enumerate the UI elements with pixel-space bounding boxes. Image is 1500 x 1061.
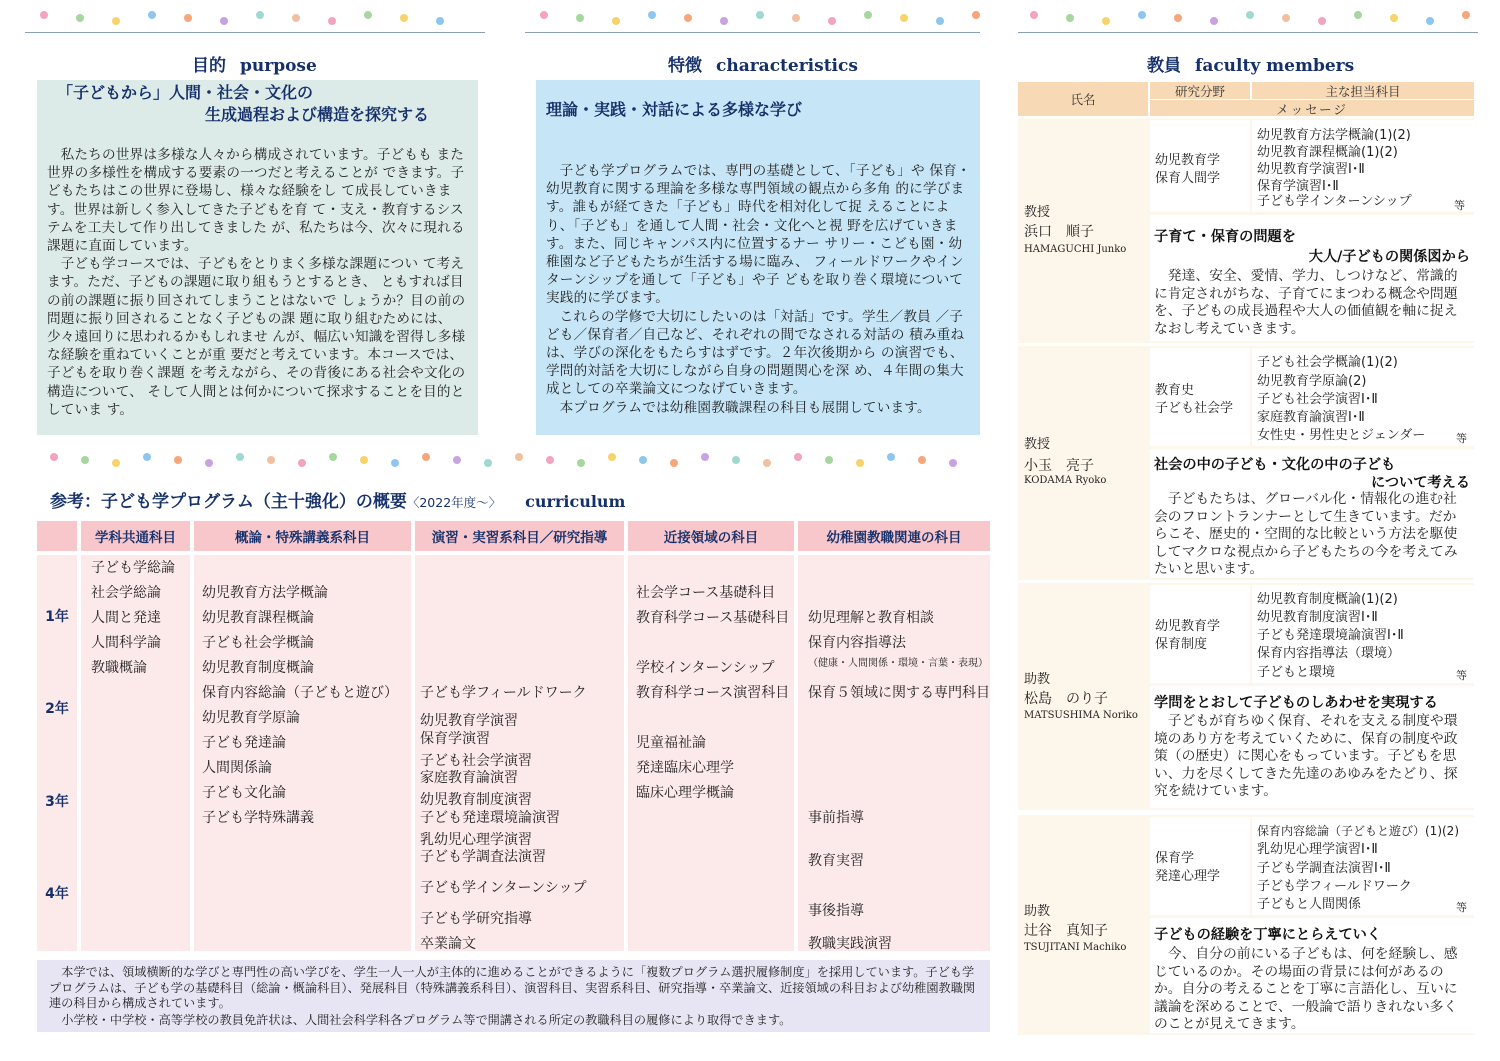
course-item: 幼児教育学原論 [202,710,300,726]
confetti-dot [608,453,616,461]
faculty-message-box [1150,918,1474,1033]
curriculum-title [50,487,625,512]
course-item: 人間と発達 [91,610,161,626]
curriculum-header-corner [37,521,77,551]
course-item: 事後指導 [808,903,864,919]
curriculum-header: 幼稚園教職関連の科目 [798,521,990,551]
faculty-subject: 子どもと人間関係 [1257,897,1362,912]
faculty-subject: 幼児教育課程概論(1)(2) [1257,145,1398,160]
faculty-subject: 保育内容指導法（環境） [1257,646,1401,661]
faculty-subject-box [1252,348,1474,446]
faculty-field: 保育人間学 [1155,171,1221,186]
year-label: 3年 [45,794,69,810]
faculty-field: 保育学 [1155,851,1195,866]
confetti-dot [143,453,151,461]
confetti-dot [292,14,300,22]
faculty-subject: 幼児教育制度演習Ⅰ･Ⅱ [1257,610,1378,625]
course-item: 保育学演習 [420,731,490,747]
faculty-header-field: 研究分野 [1150,82,1250,99]
characteristics-body [546,162,976,417]
faculty-field-box [1150,585,1250,683]
faculty-field: 幼児教育学 [1155,619,1221,634]
faculty-name: 松島 のり子 [1024,691,1108,707]
faculty-etc: 等 [1456,901,1467,914]
confetti-dot [546,456,554,464]
confetti-dot [918,456,926,464]
curriculum-header: 学科共通科目 [81,521,190,551]
faculty-subject: 子ども学インターンシップ [1257,194,1412,209]
confetti-dot [576,14,584,22]
confetti-dot [1462,11,1470,19]
confetti-dot [825,456,833,464]
faculty-rank: 助教 [1024,904,1051,919]
purpose-paragraph: 子ども学コースでは、子どもをとりまく多様な課題につい て考えます。ただ、子どもの課題に取り組もうとするとき、 ともすれば目の前の課題に振り回されてしまうことはないで しょうか？目の前の問題に振り回されることなく子どもの課 題に取り組むためには、少々遠回りに思われるかもしれませ んが、幅広い知識を習得し多様な経験を重ねていくことが重 要だと考えています。本コースでは、子どもを取り巻く課題 を考えながら、その背後にある社会や文化の構造について、 そして人間とは何かについて探求することを目的としていま す。 [47,256,466,418]
faculty-message-box [1150,215,1474,341]
course-item: 教育実習 [808,853,864,869]
faculty-header-message: メッセージ [1150,100,1474,116]
confetti-dot [174,456,182,464]
course-item: 子ども文化論 [202,785,286,801]
course-item: 人間関係論 [202,760,272,776]
confetti-dot [856,459,864,467]
confetti-dot [949,459,957,467]
faculty-message-title: 学問をとおして子どものしあわせを実現する [1154,695,1438,711]
faculty-message: 子どもが育ちゆく保育、それを支える制度や環境のあり方を考えていくために、保育の制度や政策（の歴史）に関心をもっています。子どもを思い、力を尽くしてきた先達のあゆみをたどり、探究を続けています。 [1154,713,1458,800]
faculty-message-title: 社会の中の子ども・文化の中の子ども [1154,457,1396,473]
confetti-dot [1426,17,1434,25]
characteristics-title-en: characteristics [716,56,858,76]
course-item: 家庭教育論演習 [420,770,518,786]
faculty-rank: 教授 [1024,205,1051,220]
course-item: 幼児教育学演習 [420,713,518,729]
confetti-dot [684,14,692,22]
confetti-dot [422,453,430,461]
course-item: 事前指導 [808,810,864,826]
faculty-subject: 保育内容総論（子どもと遊び）(1)(2) [1257,824,1459,838]
faculty-subject: 保育学演習Ⅰ･Ⅱ [1257,179,1339,194]
curriculum-title-en: curriculum [525,492,626,511]
faculty-rank: 助教 [1024,672,1051,687]
course-item: 社会学コース基礎科目 [636,585,776,601]
faculty-subject-box [1252,120,1474,212]
faculty-header-subjects: 主な担当科目 [1252,82,1474,99]
characteristics-box [536,80,980,435]
faculty-message-title: 子どもの経験を丁寧にとらえていく [1154,927,1382,943]
curriculum-title-ja: 参考：子ども学プログラム（主十強化）の概要 [50,492,407,512]
faculty-subject: 乳幼児心理学演習Ⅰ･Ⅱ [1257,842,1378,857]
faculty-name: 浜口 順子 [1024,224,1094,240]
confetti-dot [360,456,368,464]
confetti-dot [794,453,802,461]
faculty-subject: 女性史・男性史とジェンダー [1257,428,1426,443]
confetti-dot [1318,17,1326,25]
confetti-dot [50,453,58,461]
faculty-subject: 子ども学調査法演習Ⅰ･Ⅱ [1257,861,1391,876]
course-item: 子ども社会学演習 [420,753,532,769]
confetti-dot [76,14,84,22]
confetti-dot [1030,11,1038,19]
confetti-dot [792,14,800,22]
confetti-dot [1138,11,1146,19]
confetti-dot [112,17,120,25]
curriculum-header: 近接領域の科目 [628,521,794,551]
characteristics-headline: 理論・実践・対話による多様な学び [546,100,803,119]
confetti-dot [828,17,836,25]
faculty-etc: 等 [1456,432,1467,445]
characteristics-title [668,51,858,76]
faculty-name-en: HAMAGUCHI Junko [1024,244,1127,255]
confetti-dot [763,459,771,467]
course-item: 教職概論 [91,660,147,676]
faculty-message-title: 大人/子どもの関係図から [1308,249,1470,265]
faculty-field-box [1150,348,1250,446]
course-item: （健康・人間関係・環境・言葉・表現） [808,658,988,669]
faculty-subject: 子ども発達環境論演習Ⅰ･Ⅱ [1257,628,1404,643]
faculty-etc: 等 [1454,199,1465,212]
faculty-field: 発達心理学 [1155,869,1221,884]
course-item: 乳幼児心理学演習 [420,832,532,848]
faculty-subject-box [1252,585,1474,683]
confetti-dot [436,17,444,25]
course-item: 保育内容総論（子どもと遊び） [202,685,398,701]
faculty-member-card [1018,815,1474,1035]
faculty-header-name: 氏名 [1018,82,1148,116]
confetti-dot [612,17,620,25]
curriculum-header: 概論・特殊講義系科目 [194,521,411,551]
course-item: 教育科学コース演習科目 [636,685,790,701]
year-label: 2年 [45,701,69,717]
confetti-dot [1210,17,1218,25]
confetti-dot [515,453,523,461]
confetti-dot [328,17,336,25]
confetti-dot [364,11,372,19]
confetti-dot [184,14,192,22]
confetti-dot [220,17,228,25]
purpose-title-ja: 目的 [192,56,226,76]
confetti-dot [648,11,656,19]
course-item: 子ども発達論 [202,735,286,751]
faculty-message: 子どもたちは、グローバル化・情報化の進む社会のフロントランナーとして生きています。だからこそ、歴史的・空間的な比較という方法を駆使してマクロな視点から子どもたちの今を考えてみたいと思います。 [1154,491,1458,578]
course-item: 社会学総論 [91,585,161,601]
faculty-subject: 幼児教育学演習Ⅰ･Ⅱ [1257,162,1365,177]
course-item: 臨床心理学概論 [636,785,734,801]
characteristics-paragraph: これらの学修で大切にしたいのは「対話」です。学生／教員 ／子ども／保育者／自己など、それぞれの間でなされる対話の 積み重ねは、学びの深化をもたらすはずです。２年次後期から の演習でも、学問的対話を大切にしながら自身の問題関心を深 め、４年間の集大成としての卒業論文につなげていきます。 [546,308,965,398]
faculty-message-title: について考える [1370,475,1470,491]
faculty-field: 幼児教育学 [1155,153,1221,168]
confetti-dot [1246,11,1254,19]
course-item: 子ども学特殊講義 [202,810,314,826]
course-item: 子ども社会学概論 [202,635,314,651]
course-item: 幼児理解と教育相談 [808,610,934,626]
confetti-dot [1282,14,1290,22]
faculty-field: 子ども社会学 [1155,401,1234,416]
course-item: 卒業論文 [420,936,476,952]
faculty-field-box [1150,120,1250,212]
characteristics-title-ja: 特徴 [668,56,702,76]
divider-faculty [1018,32,1478,33]
course-item: 子ども発達環境論演習 [420,810,560,826]
course-item: 子ども学総論 [91,560,175,576]
faculty-field: 教育史 [1155,383,1195,398]
faculty-subject: 子ども学フィールドワーク [1257,879,1412,894]
curriculum-note: 本学では、領域横断的な学びと専門性の高い学びを、学生一人一人が主体的に進めることができるように「複数プログラム選択履修制度」を採用しています。子ども学プログラムは、子ども学の基礎科目（総論・概論科目）、発展科目（特殊講義系科目）、演習科目、実習系科目、研究指導・卒業論文、近接領域の科目および幼稚園教職関連の科目から構成されています。 [49,965,976,1011]
faculty-member-card [1018,118,1474,343]
faculty-subject-box [1252,817,1474,915]
confetti-dot [329,453,337,461]
faculty-field: 保育制度 [1155,637,1208,652]
curriculum-table [37,521,990,951]
faculty-subject: 幼児教育制度概論(1)(2) [1257,592,1398,607]
purpose-headline-1: 「子どもから」人間・社会・文化の [57,83,314,102]
course-item: 教育科学コース基礎科目 [636,610,790,626]
course-item: 子ども学研究指導 [420,911,532,927]
confetti-dot [887,453,895,461]
faculty-title [1147,51,1354,76]
confetti-dot [400,14,408,22]
confetti-dot [1354,11,1362,19]
confetti-dot [236,453,244,461]
divider-characteristics [525,32,980,33]
faculty-subject: 子どもと環境 [1257,665,1336,680]
course-item: 子ども学調査法演習 [420,849,546,865]
faculty-etc: 等 [1456,669,1467,682]
faculty-member-card [1018,346,1474,580]
confetti-dot [701,453,709,461]
confetti-dot [148,11,156,19]
course-item: 幼児教育方法学概論 [202,585,328,601]
purpose-body [47,146,467,419]
faculty-name: 辻谷 真知子 [1024,923,1108,939]
confetti-dot [256,11,264,19]
confetti-dot [540,11,548,19]
confetti-dot [112,459,120,467]
course-item: 保育内容指導法 [808,635,906,651]
faculty-subject: 子ども社会学概論(1)(2) [1257,355,1398,370]
confetti-dot [1066,14,1074,22]
confetti-dot [972,11,980,19]
confetti-dot [1102,17,1110,25]
faculty-rank: 教授 [1024,437,1051,452]
faculty-title-en: faculty members [1195,56,1355,76]
course-item: 学校インターンシップ [636,660,775,676]
purpose-headline-2: 生成過程および構造を探究する [205,105,430,124]
course-item: 教職実践演習 [808,936,892,952]
confetti-dot [936,17,944,25]
course-item: 人間科学論 [91,635,161,651]
confetti-dot [639,456,647,464]
confetti-dot [900,14,908,22]
confetti-dot [864,11,872,19]
course-item: 子ども学インターンシップ [420,880,587,896]
year-label: 1年 [45,609,69,625]
confetti-dot [267,456,275,464]
course-item: 児童福祉論 [636,735,706,751]
confetti-dot [391,459,399,467]
confetti-dot [298,459,306,467]
confetti-dot [453,456,461,464]
confetti-dot [577,459,585,467]
faculty-message-box [1150,449,1474,578]
confetti-dot [1390,14,1398,22]
faculty-subject: 子ども社会学演習Ⅰ･Ⅱ [1257,392,1378,407]
faculty-member-card [1018,583,1474,810]
course-item: 幼児教育課程概論 [202,610,314,626]
confetti-dot [756,11,764,19]
faculty-name-en: TSUJITANI Machiko [1024,942,1127,953]
purpose-title [192,51,317,76]
confetti-dot [40,11,48,19]
confetti-dot [670,459,678,467]
course-item: 子ども学フィールドワーク [420,685,587,701]
confetti-dot [720,17,728,25]
course-item: 発達臨床心理学 [636,760,734,776]
faculty-subject: 幼児教育方法学概論(1)(2) [1257,128,1411,143]
confetti-dot [484,459,492,467]
divider-purpose [25,32,485,33]
year-label: 4年 [45,886,69,902]
purpose-paragraph: 私たちの世界は多様な人々から構成されています。子どもも また世界の多様性を構成する要素の一つだと考えることが できます。子どもたちはこの世界に登場し、様々な経験をし て成長していきます。世界は新しく参入してきた子どもを育 て・支え・教育するシステムを工夫して作り出してきました が、私たちは今、次々に現れる課題に直面しています。 [47,147,465,255]
purpose-title-en: purpose [240,56,317,76]
characteristics-paragraph: 子ども学プログラムでは、専門の基礎として、「子ども」や 保育・幼児教育に関する理論を多様な専門領域の観点から多角 的に学びます。誰もが経てきた「子ども」時代を相対化して捉 えることにより、「子ども」を通して人間・社会・文化へと視 野を広げていきます。また、同じキャンパス内に位置するナー サリー・こども園・幼稚園など子どもたちが生活する場に臨み、 フィールドワークやインターンシップを通して「子ども」や子 どもを取り巻く環境について実践的に学びます。 [546,163,971,307]
course-item: 幼児教育制度概論 [202,660,314,676]
confetti-dot [732,456,740,464]
confetti-dot [81,456,89,464]
faculty-message: 発達、安全、愛情、学力、しつけなど、常識的に肯定されがちな、子育てにまつわる概念や問題を、子どもの成長過程や大人の価値観を軸に捉えなおし考えていきます。 [1154,268,1458,337]
characteristics-paragraph: 本プログラムでは幼稚園教職課程の科目も展開しています。 [559,399,931,416]
faculty-name-en: KODAMA Ryoko [1024,475,1107,486]
faculty-name: 小玉 亮子 [1024,458,1094,474]
faculty-subject: 幼児教育学原論(2) [1257,374,1367,389]
course-item: 保育５領域に関する専門科目 [808,685,990,701]
curriculum-year-note: 〈2022年度～〉 [406,495,502,510]
faculty-subject: 家庭教育論演習Ⅰ･Ⅱ [1257,410,1365,425]
purpose-box [37,80,478,435]
curriculum-note-box [37,960,990,1032]
faculty-title-ja: 教員 [1147,56,1181,76]
curriculum-note: 小学校・中学校・高等学校の教員免許状は、人間社会科学科各プログラム等で開講される所定の教職科目の履修により取得できます。 [61,1013,792,1027]
faculty-message: 今、自分の前にいる子どもは、何を経験し、感じているのか。その場面の背景には何があるのか。自分の考えることを丁寧に言語化し、互いに議論を深めることで、一般論で語りきれない多くのことが見えてきます。 [1154,946,1458,1033]
faculty-name-en: MATSUSHIMA Noriko [1024,710,1138,721]
faculty-message-box [1150,686,1474,808]
faculty-field-box [1150,817,1250,915]
faculty-message-title: 子育て・保育の問題を [1154,229,1296,245]
confetti-dot [1174,14,1182,22]
course-item: 幼児教育制度演習 [420,792,532,808]
confetti-dot [205,459,213,467]
curriculum-header: 演習・実習系科目／研究指導 [415,521,624,551]
